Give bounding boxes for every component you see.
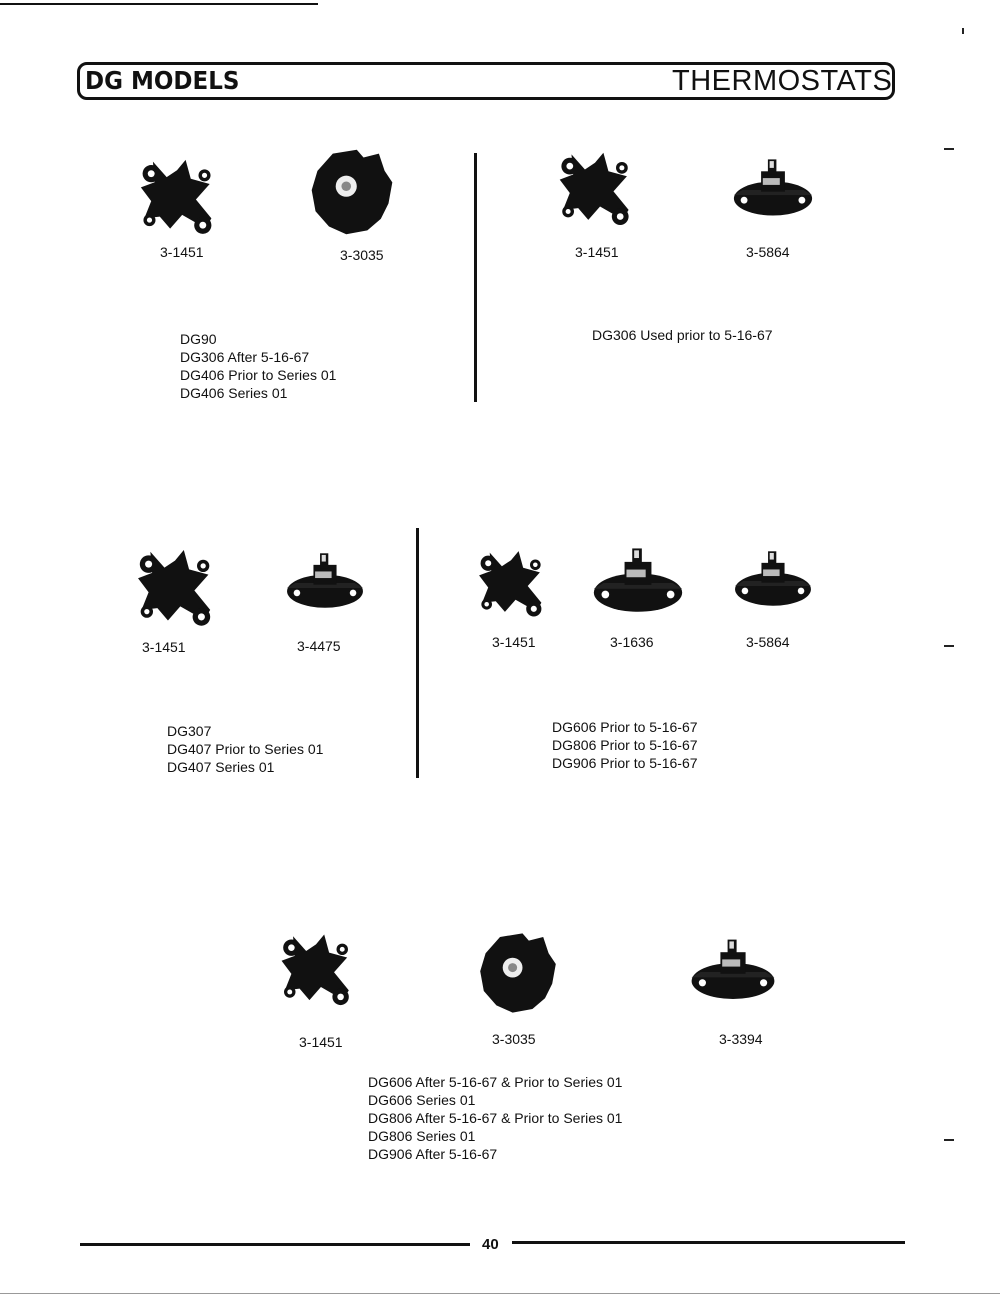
round-thermostat-icon xyxy=(472,928,564,1018)
header-title-right: THERMOSTATS xyxy=(672,65,893,97)
part-number: 3-5864 xyxy=(746,244,790,260)
footer-rule-right xyxy=(512,1241,905,1244)
header-title-left: DG MODELS xyxy=(85,66,240,95)
part-number: 3-1451 xyxy=(492,634,536,650)
model-line: DG306 After 5-16-67 xyxy=(180,349,310,365)
section-divider xyxy=(474,153,477,402)
model-line: DG406 Prior to Series 01 xyxy=(180,367,337,383)
disc-thermostat-icon xyxy=(590,540,686,626)
page-number: 40 xyxy=(482,1236,499,1253)
part-number: 3-3394 xyxy=(719,1031,763,1047)
part-number: 3-1451 xyxy=(160,244,204,260)
scan-speck xyxy=(944,645,954,647)
cross-thermostat-icon xyxy=(470,545,552,621)
model-line: DG406 Series 01 xyxy=(180,385,288,401)
model-line: DG806 After 5-16-67 & Prior to Series 01 xyxy=(368,1110,623,1126)
round-thermostat-icon xyxy=(303,144,401,240)
model-line: DG306 Used prior to 5-16-67 xyxy=(592,327,773,343)
top-edge-rule xyxy=(0,3,318,5)
model-list xyxy=(180,330,336,402)
part-number: 3-4475 xyxy=(297,638,341,654)
section-divider xyxy=(416,528,419,778)
part-number: 3-1451 xyxy=(299,1034,343,1050)
footer-rule-left xyxy=(80,1243,470,1246)
model-line: DG806 Series 01 xyxy=(368,1128,476,1144)
scan-speck xyxy=(944,148,954,150)
disc-thermostat-icon xyxy=(726,548,820,614)
cross-thermostat-icon xyxy=(273,928,359,1010)
scan-speck xyxy=(944,1139,954,1141)
model-line: DG90 xyxy=(180,331,217,347)
model-line: DG906 After 5-16-67 xyxy=(368,1146,498,1162)
cross-thermostat-icon xyxy=(550,146,640,230)
bottom-edge-rule xyxy=(0,1293,1000,1294)
model-line: DG606 Series 01 xyxy=(368,1092,476,1108)
scan-speck xyxy=(962,28,964,34)
model-line: DG407 Prior to Series 01 xyxy=(167,741,324,757)
part-number: 3-5864 xyxy=(746,634,790,650)
model-list xyxy=(167,722,323,776)
disc-thermostat-icon xyxy=(725,156,821,224)
model-line: DG407 Series 01 xyxy=(167,759,275,775)
part-number: 3-1636 xyxy=(610,634,654,650)
model-list xyxy=(552,718,698,772)
disc-thermostat-icon xyxy=(282,550,368,616)
disc-thermostat-icon xyxy=(688,928,778,1016)
cross-thermostat-icon xyxy=(127,543,223,631)
part-number: 3-3035 xyxy=(340,247,384,263)
model-line: DG906 Prior to 5-16-67 xyxy=(552,755,698,771)
model-line: DG606 After 5-16-67 & Prior to Series 01 xyxy=(368,1074,623,1090)
part-number: 3-1451 xyxy=(575,244,619,260)
model-list xyxy=(592,326,773,344)
model-line: DG307 xyxy=(167,723,212,739)
model-list xyxy=(368,1073,622,1163)
model-line: DG806 Prior to 5-16-67 xyxy=(552,737,698,753)
part-number: 3-1451 xyxy=(142,639,186,655)
model-line: DG606 Prior to 5-16-67 xyxy=(552,719,698,735)
cross-thermostat-icon xyxy=(132,153,222,239)
part-number: 3-3035 xyxy=(492,1031,536,1047)
